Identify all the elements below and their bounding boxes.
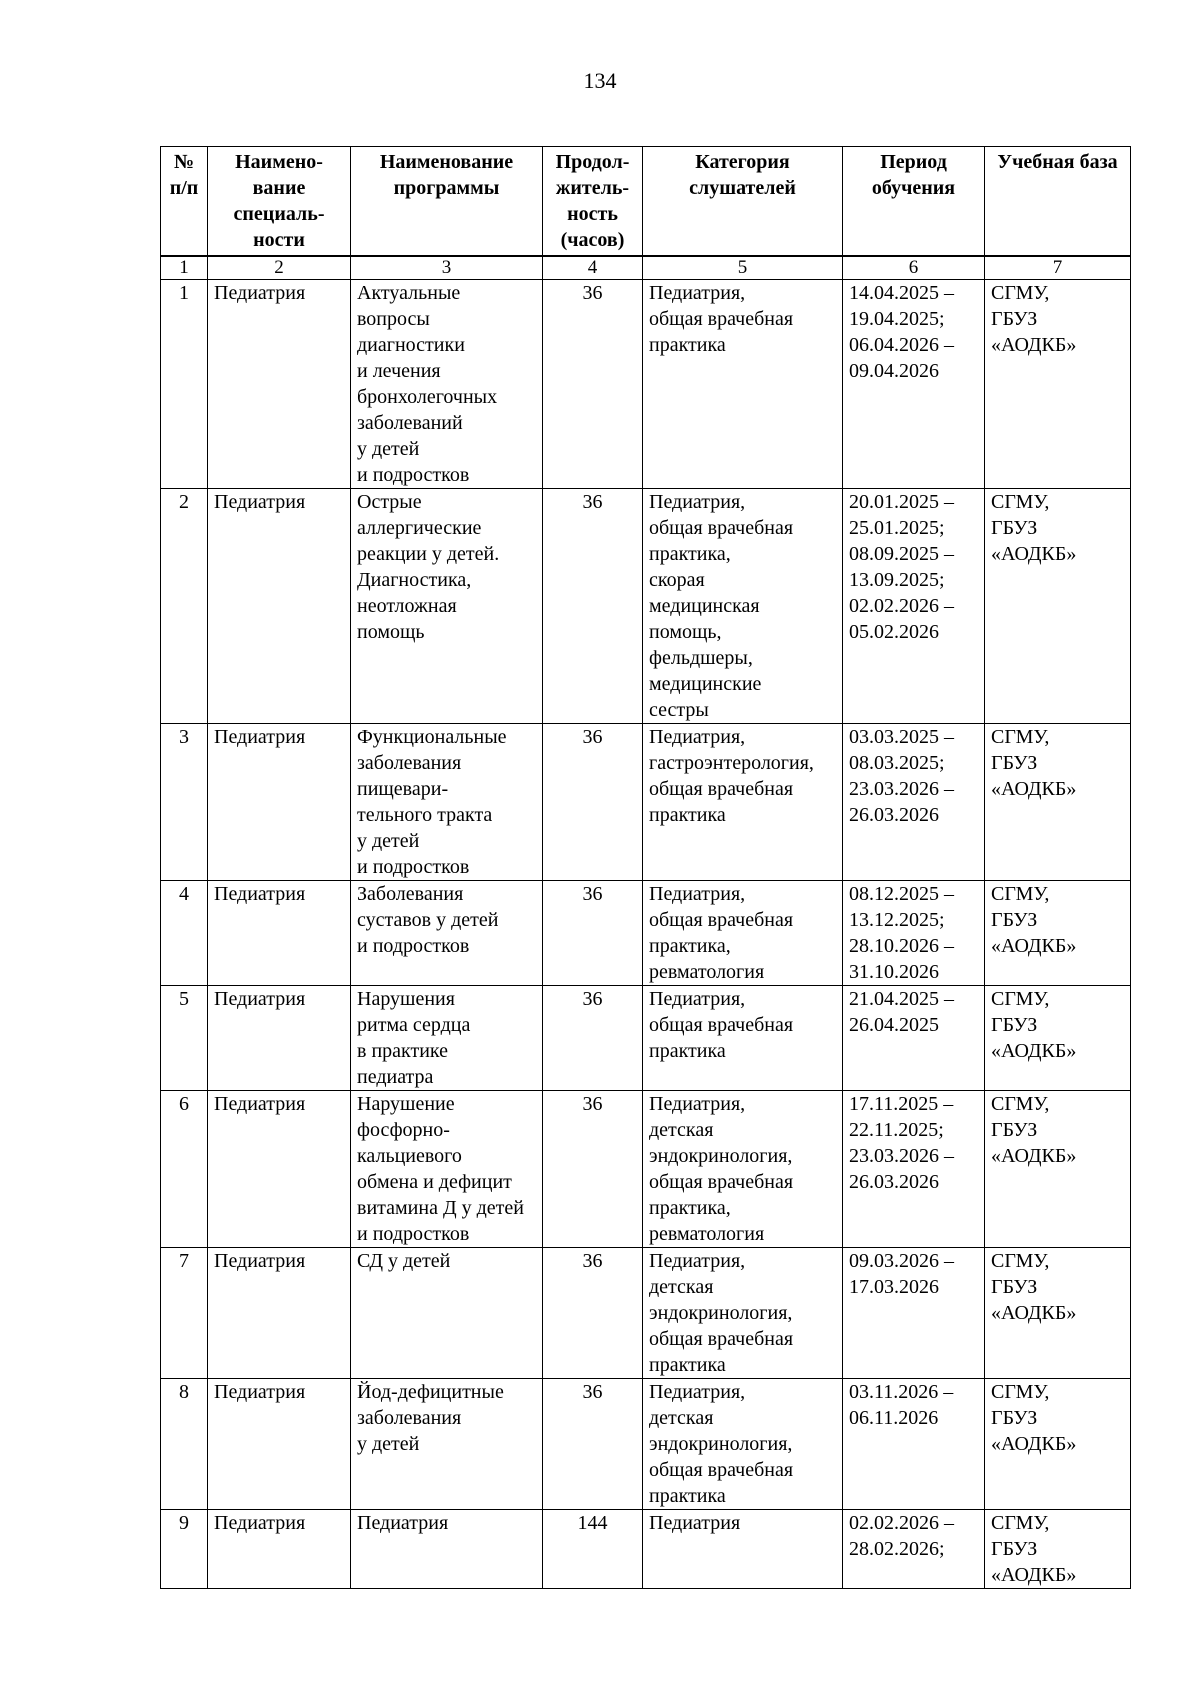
row-number-cell: 6 (161, 1091, 208, 1248)
row-number-cell: 7 (161, 1248, 208, 1379)
table-row (161, 280, 1131, 489)
column-number-cell: 3 (351, 256, 543, 280)
duration-cell: 144 (543, 1510, 643, 1589)
duration-cell: 36 (543, 986, 643, 1091)
header-cell-period: Период обучения (843, 147, 985, 257)
duration-cell: 36 (543, 280, 643, 489)
header-row (161, 147, 1131, 257)
specialty-cell: Педиатрия (208, 489, 351, 724)
training-base-cell: СГМУ, ГБУЗ «АОДКБ» (985, 1091, 1131, 1248)
training-base-cell: СГМУ, ГБУЗ «АОДКБ» (985, 1510, 1131, 1589)
program-schedule-table (160, 146, 1131, 1589)
column-number-cell: 6 (843, 256, 985, 280)
header-cell-program: Наименование программы (351, 147, 543, 257)
duration-cell: 36 (543, 1091, 643, 1248)
row-number-cell: 5 (161, 986, 208, 1091)
program-name-cell: Функциональные заболевания пищевари- тельного тракта у детей и подростков (351, 724, 543, 881)
training-base-cell: СГМУ, ГБУЗ «АОДКБ» (985, 1379, 1131, 1510)
listener-category-cell: Педиатрия, общая врачебная практика, скорая медицинская помощь, фельдшеры, медицинские сестры (643, 489, 843, 724)
duration-cell: 36 (543, 724, 643, 881)
listener-category-cell: Педиатрия, общая врачебная практика (643, 280, 843, 489)
column-number-cell: 1 (161, 256, 208, 280)
duration-cell: 36 (543, 881, 643, 986)
duration-cell: 36 (543, 1379, 643, 1510)
header-cell-hours: Продол- житель- ность (часов) (543, 147, 643, 257)
header-cell-base: Учебная база (985, 147, 1131, 257)
row-number-cell: 9 (161, 1510, 208, 1589)
program-name-cell: СД у детей (351, 1248, 543, 1379)
row-number-cell: 4 (161, 881, 208, 986)
duration-cell: 36 (543, 1248, 643, 1379)
header-cell-specialty: Наимено- вание специаль- ности (208, 147, 351, 257)
duration-cell: 36 (543, 489, 643, 724)
table-row (161, 1510, 1131, 1589)
table-row (161, 1091, 1131, 1248)
listener-category-cell: Педиатрия, детская эндокринология, общая врачебная практика (643, 1379, 843, 1510)
specialty-cell: Педиатрия (208, 724, 351, 881)
column-number-cell: 5 (643, 256, 843, 280)
training-base-cell: СГМУ, ГБУЗ «АОДКБ» (985, 724, 1131, 881)
listener-category-cell: Педиатрия (643, 1510, 843, 1589)
specialty-cell: Педиатрия (208, 1379, 351, 1510)
row-number-cell: 8 (161, 1379, 208, 1510)
training-period-cell: 14.04.2025 – 19.04.2025; 06.04.2026 – 09.04.2026 (843, 280, 985, 489)
row-number-cell: 2 (161, 489, 208, 724)
program-name-cell: Актуальные вопросы диагностики и лечения бронхолегочных заболеваний у детей и подростков (351, 280, 543, 489)
specialty-cell: Педиатрия (208, 1510, 351, 1589)
training-base-cell: СГМУ, ГБУЗ «АОДКБ» (985, 280, 1131, 489)
program-name-cell: Острые аллергические реакции у детей. Диагностика, неотложная помощь (351, 489, 543, 724)
listener-category-cell: Педиатрия, гастроэнтерология, общая врачебная практика (643, 724, 843, 881)
program-name-cell: Заболевания суставов у детей и подростков (351, 881, 543, 986)
training-period-cell: 03.11.2026 – 06.11.2026 (843, 1379, 985, 1510)
program-name-cell: Йод-дефицитные заболевания у детей (351, 1379, 543, 1510)
column-number-cell: 2 (208, 256, 351, 280)
training-period-cell: 09.03.2026 – 17.03.2026 (843, 1248, 985, 1379)
listener-category-cell: Педиатрия, детская эндокринология, общая врачебная практика (643, 1248, 843, 1379)
column-number-row (161, 256, 1131, 280)
specialty-cell: Педиатрия (208, 881, 351, 986)
training-period-cell: 02.02.2026 – 28.02.2026; (843, 1510, 985, 1589)
listener-category-cell: Педиатрия, детская эндокринология, общая врачебная практика, ревматология (643, 1091, 843, 1248)
training-base-cell: СГМУ, ГБУЗ «АОДКБ» (985, 881, 1131, 986)
header-cell-num: № п/п (161, 147, 208, 257)
program-name-cell: Нарушение фосфорно- кальциевого обмена и дефицит витамина Д у детей и подростков (351, 1091, 543, 1248)
table-row (161, 986, 1131, 1091)
header-cell-category: Категория слушателей (643, 147, 843, 257)
training-period-cell: 08.12.2025 – 13.12.2025; 28.10.2026 – 31.10.2026 (843, 881, 985, 986)
table-row (161, 489, 1131, 724)
specialty-cell: Педиатрия (208, 280, 351, 489)
training-period-cell: 03.03.2025 – 08.03.2025; 23.03.2026 – 26.03.2026 (843, 724, 985, 881)
training-base-cell: СГМУ, ГБУЗ «АОДКБ» (985, 986, 1131, 1091)
listener-category-cell: Педиатрия, общая врачебная практика (643, 986, 843, 1091)
specialty-cell: Педиатрия (208, 1091, 351, 1248)
training-base-cell: СГМУ, ГБУЗ «АОДКБ» (985, 1248, 1131, 1379)
training-period-cell: 20.01.2025 – 25.01.2025; 08.09.2025 – 13.09.2025; 02.02.2026 – 05.02.2026 (843, 489, 985, 724)
page-number: 134 (583, 68, 617, 93)
row-number-cell: 1 (161, 280, 208, 489)
training-period-cell: 21.04.2025 – 26.04.2025 (843, 986, 985, 1091)
program-name-cell: Педиатрия (351, 1510, 543, 1589)
specialty-cell: Педиатрия (208, 986, 351, 1091)
table-row (161, 724, 1131, 881)
column-number-cell: 7 (985, 256, 1131, 280)
column-number-cell: 4 (543, 256, 643, 280)
table-row (161, 1379, 1131, 1510)
table-row (161, 1248, 1131, 1379)
table-row (161, 881, 1131, 986)
program-name-cell: Нарушения ритма сердца в практике педиатра (351, 986, 543, 1091)
specialty-cell: Педиатрия (208, 1248, 351, 1379)
training-base-cell: СГМУ, ГБУЗ «АОДКБ» (985, 489, 1131, 724)
row-number-cell: 3 (161, 724, 208, 881)
listener-category-cell: Педиатрия, общая врачебная практика, ревматология (643, 881, 843, 986)
training-period-cell: 17.11.2025 – 22.11.2025; 23.03.2026 – 26.03.2026 (843, 1091, 985, 1248)
